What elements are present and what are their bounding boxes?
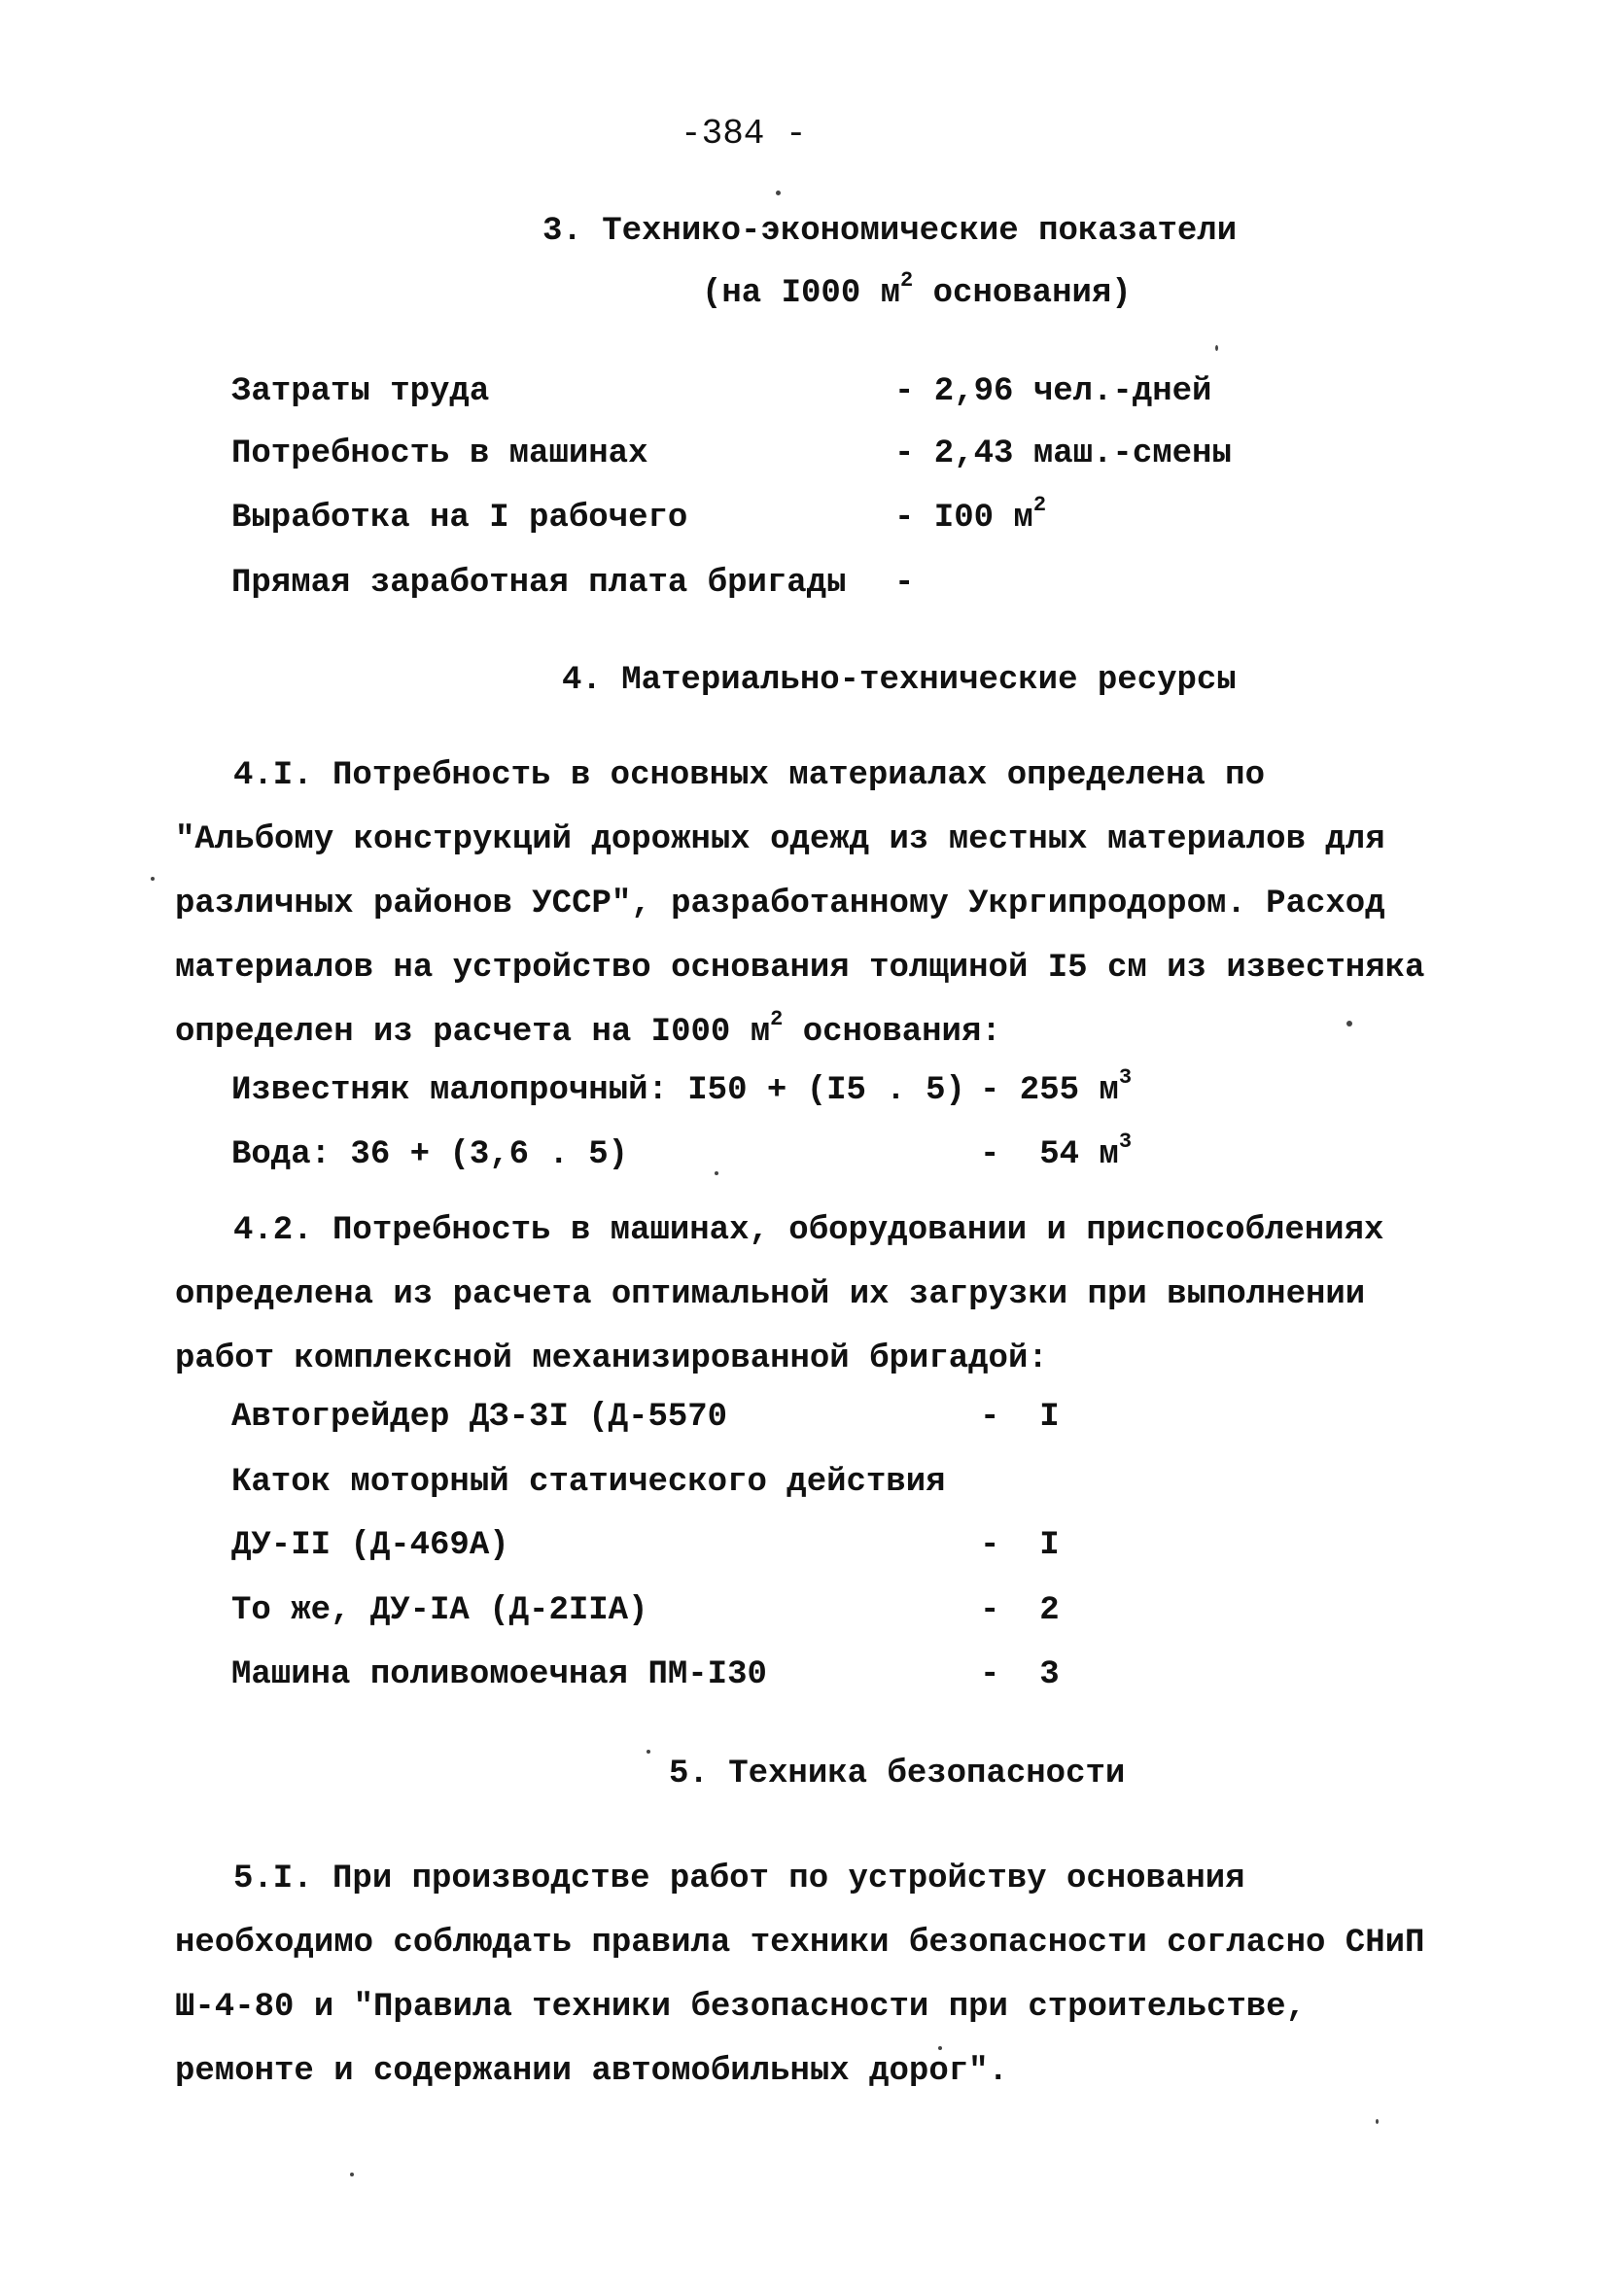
section-4-title: 4. Материально-технические ресурсы [562,662,1237,699]
machine-du11-value: - I [980,1527,1060,1564]
machine-roller-label: Каток моторный статического действия [231,1464,946,1501]
indicator-labor-value: - 2,96 чел.-дней [894,373,1212,410]
scan-speck [715,1171,718,1175]
page-number: -384 - [681,114,807,154]
scan-speck [1376,2119,1379,2124]
machine-grader-label: Автогрейдер ДЗ-3I (Д-5570 [231,1399,728,1436]
section-4-paragraph-2: 4.2. Потребность в машинах, оборудовании и приспособлениях определена из расчета оптимальной их загрузки при выполнении работ комплексной механизированной бригадой: [175,1212,1384,1377]
scan-speck [350,2173,354,2176]
indicator-wage-label: Прямая заработная плата бригады [231,565,847,602]
machine-grader-value: - I [980,1399,1060,1436]
indicator-machines-label: Потребность в машинах [231,435,648,472]
machine-du1a-label: То же, ДУ-IА (Д-2IIА) [231,1592,648,1629]
section-3-title: 3. Технико-экономические показатели [542,213,1238,250]
indicator-output-label: Выработка на I рабочего [231,500,688,537]
section-4-paragraph-1: 4.I. Потребность в основных материалах определена по "Альбому конструкций дорожных одежд из местных материалов для различных районов УССР", разработанному Укргипродором. Расход материалов на устройство основания толщиной I5 см из известняка определен из расчета на I000 $м^2$ основания: [175,757,1425,1051]
material-water-label: Вода: 36 + (3,6 . 5) [231,1136,629,1173]
scan-speck [1215,345,1218,351]
machine-du11-label: ДУ-II (Д-469А) [231,1527,509,1564]
material-water-value: - 54 $м^3$ [980,1129,1133,1173]
scan-speck [151,877,155,881]
scan-speck [1346,1021,1352,1026]
indicator-labor-label: Затраты труда [231,373,490,410]
indicator-machines-value: - 2,43 маш.-смены [894,435,1232,472]
scan-speck [938,2046,942,2050]
material-limestone-label: Известняк малопрочный: I50 + (I5 . 5) [231,1072,965,1109]
section-5-title: 5. Техника безопасности [669,1756,1126,1792]
section-3-subtitle: (на I000 $м^2$ основания) [702,267,1132,312]
section-5-paragraph-1: 5.I. При производстве работ по устройству основания необходимо соблюдать правила техники безопасности согласно СНиП Ш-4-80 и "Правила техники безопасности при строительстве, ремонте и содержании автомобильных дорог". [175,1861,1425,2090]
indicator-output-value: - I00 $м^2$ [894,492,1047,537]
material-limestone-value: - 255 $м^3$ [980,1064,1133,1109]
scan-speck [647,1750,650,1754]
machine-du1a-value: - 2 [980,1592,1060,1629]
machine-washer-value: - 3 [980,1656,1060,1693]
indicator-wage-value: - [894,565,915,602]
scan-speck [776,191,781,195]
machine-washer-label: Машина поливомоечная ПМ-I30 [231,1656,767,1693]
